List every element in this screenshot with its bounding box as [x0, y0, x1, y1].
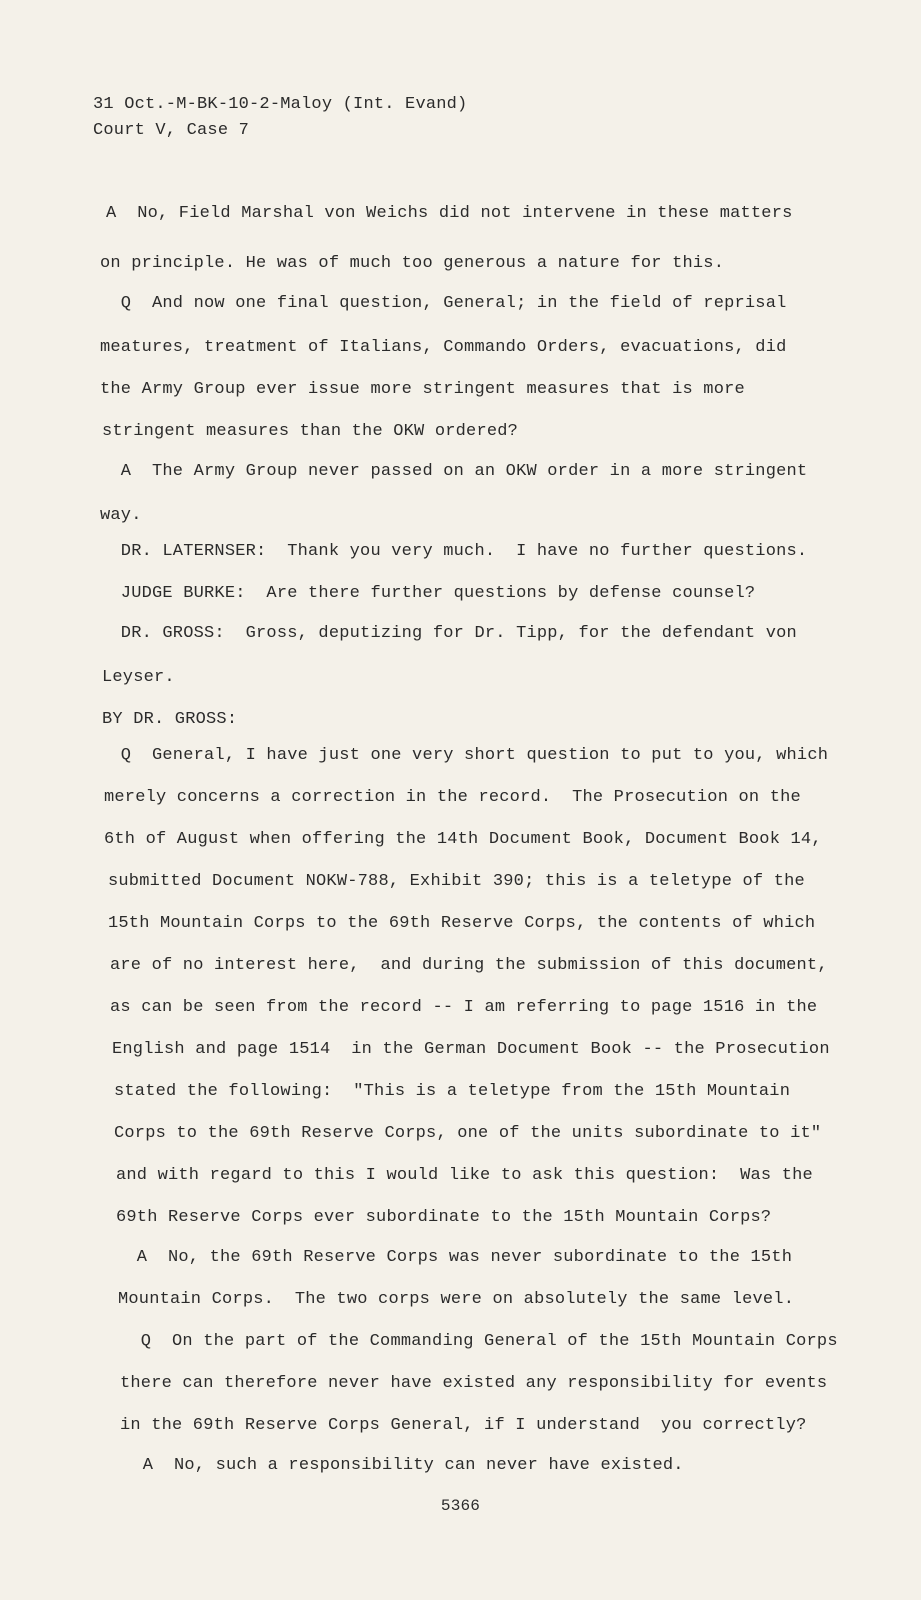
document-header [93, 92, 467, 144]
transcript-line: stated the following: "This is a teletype from the 15th Mountain [114, 1082, 791, 1101]
transcript-line: 6th of August when offering the 14th Document Book, Document Book 14, [104, 830, 822, 849]
transcript-line: 15th Mountain Corps to the 69th Reserve Corps, the contents of which [108, 914, 816, 933]
transcript-line: are of no interest here, and during the submission of this document, [110, 956, 828, 975]
transcript-line: meatures, treatment of Italians, Commando Orders, evacuations, did [100, 338, 787, 357]
transcript-line: Q On the part of the Commanding General of the 15th Mountain Corps [120, 1332, 838, 1351]
transcript-line: A No, such a responsibility can never have existed. [122, 1456, 684, 1475]
transcript-line: as can be seen from the record -- I am referring to page 1516 in the [110, 998, 818, 1017]
transcript-line: Corps to the 69th Reserve Corps, one of the units subordinate to it" [114, 1124, 822, 1143]
header-court-line: Court V, Case 7 [93, 121, 250, 140]
transcript-line: stringent measures than the OKW ordered? [102, 422, 519, 441]
transcript-line: the Army Group ever issue more stringent measures that is more [100, 380, 745, 399]
transcript-line: submitted Document NOKW-788, Exhibit 390; this is a teletype of the [108, 872, 805, 891]
transcript-line: BY DR. GROSS: [102, 710, 238, 729]
transcript-line: and with regard to this I would like to ask this question: Was the [116, 1166, 813, 1185]
transcript-line: Q General, I have just one very short question to put to you, which [100, 746, 829, 765]
transcript-line: English and page 1514 in the German Document Book -- the Prosecution [112, 1040, 830, 1059]
transcript-line: DR. GROSS: Gross, deputizing for Dr. Tipp, for the defendant von [100, 624, 797, 643]
page-number: 5366 [440, 1497, 481, 1515]
transcript-line: there can therefore never have existed any responsibility for events [120, 1374, 828, 1393]
transcript-line: Leyser. [102, 668, 175, 687]
transcript-line: way. [100, 506, 142, 525]
transcript-line: on principle. He was of much too generous a nature for this. [100, 254, 725, 273]
header-reference-line: 31 Oct.-M-BK-10-2-Maloy (Int. Evand) [93, 95, 468, 114]
transcript-line: A No, the 69th Reserve Corps was never subordinate to the 15th [116, 1248, 793, 1267]
transcript-line: Q And now one final question, General; in the field of reprisal [100, 294, 787, 313]
transcript-line: A No, Field Marshal von Weichs did not intervene in these matters [106, 204, 793, 223]
transcript-line: JUDGE BURKE: Are there further questions by defense counsel? [100, 584, 756, 603]
transcript-line: 69th Reserve Corps ever subordinate to the 15th Mountain Corps? [116, 1208, 772, 1227]
transcript-line: A The Army Group never passed on an OKW order in a more stringent [100, 462, 808, 481]
transcript-line: Mountain Corps. The two corps were on absolutely the same level. [118, 1290, 795, 1309]
transcript-line: merely concerns a correction in the record. The Prosecution on the [104, 788, 801, 807]
transcript-line: DR. LATERNSER: Thank you very much. I have no further questions. [100, 542, 808, 561]
transcript-line: in the 69th Reserve Corps General, if I understand you correctly? [120, 1416, 807, 1435]
